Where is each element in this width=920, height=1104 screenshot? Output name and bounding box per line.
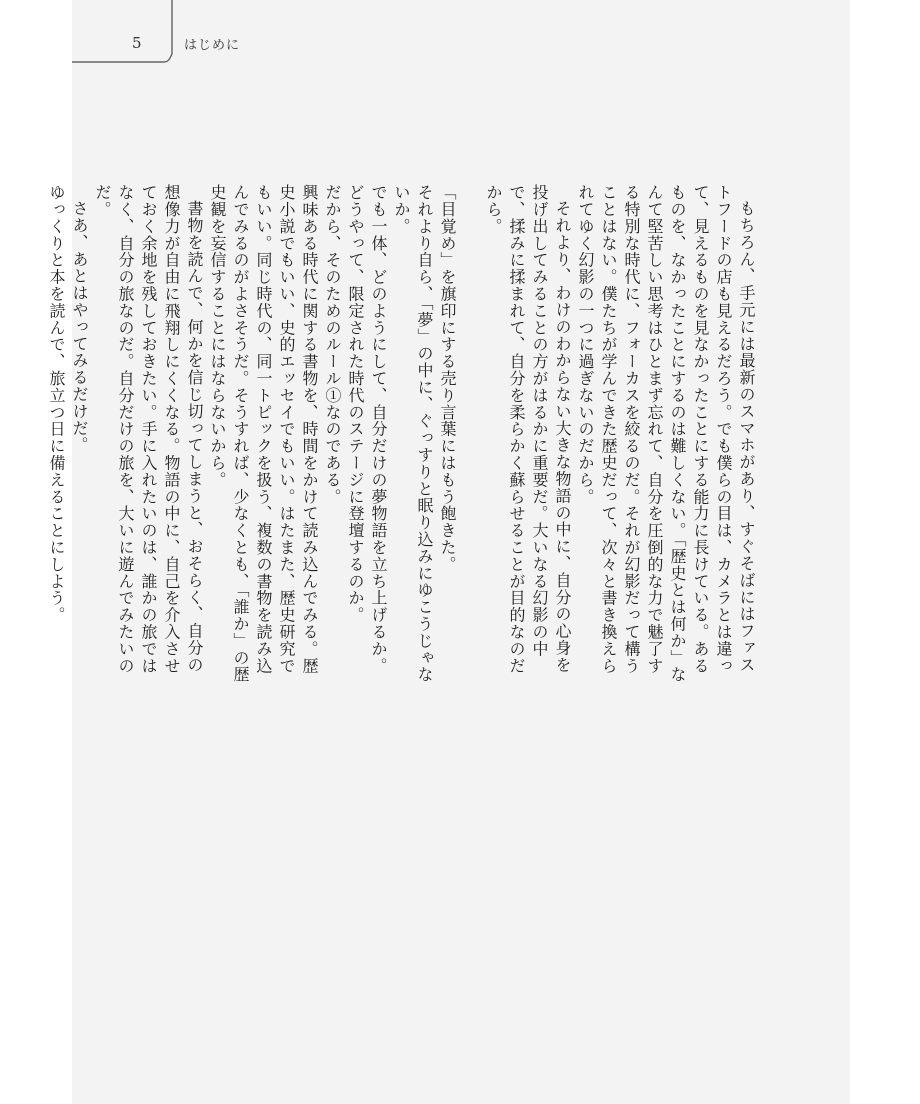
paragraph: 書物を読んで、何かを信じ切ってしまうと、おそらく、自分の想像力が自由に飛翔しにくくなる。物語の中に、自己を介入させておく余地を残しておきたい。手に入れたいのは、誰かの旅ではなく、自分の旅なのだ。自分だけの旅を、大いに遊んでみたいのだ。 (93, 184, 204, 675)
paragraph: 興味ある時代に関する書物を、時間をかけて読み込んでみる。歴史小説でもいい、史的エッセイでもいい。はたまた、歴史研究でもいい。同じ時代の、同一トピックを扱う、複数の書物を読み込んでみるのがよさそうだ。そうすれば、少なくとも、「誰か」の歴史観を妄信することにはならないから。 (208, 184, 319, 683)
running-head: はじめに (184, 38, 241, 53)
paragraph: 「目覚め」を旗印にする売り言葉にはもう飽きた。 (438, 184, 457, 573)
paragraph: それより自ら、「夢」の中に、ぐっすりと眠り込みにゆこうじゃないか。 (392, 184, 434, 683)
paragraph: でも一体、どのようにして、自分だけの夢物語を立ち上げるか。 (369, 184, 388, 675)
body-text (45, 184, 758, 684)
paragraph: もちろん、手元には最新のスマホがあり、すぐそばにはファストフードの店も見えるだろう。でも僕らの目は、カメラとは違って、見えるものを見なかったことにする能力に長けている。あるものを、なかったことにするのは難しくない。「歴史とは何か」なんて堅苦しい思考はひとまず忘れて、自分を圧倒的な力で魅了する特別な時代に、フォーカスを絞るのだ。それが幻影だって構うことはない。僕たちが学んできた歴史だって、次々と書き換えられてゆく幻影の一つに過ぎないのだから。 (576, 184, 756, 683)
paragraph: ゆっくりと本を読んで、旅立つ日に備えることにしよう。 (47, 184, 66, 624)
page-number: 5 (132, 34, 143, 52)
paragraph: それより、わけのわからない大きな物語の中に、自分の心身を投げ出してみることの方がはるかに重要だ。大いなる幻影の中で、揉みに揉まれて、自分を柔らかく蘇らせることが目的なのだから。 (484, 184, 572, 675)
paragraph: だから、そのためのルール①なのである。 (323, 184, 342, 506)
paragraph: さあ、あとはやってみるだけだ。 (70, 200, 89, 454)
book-page (47, 0, 850, 1104)
paragraph: どうやって、限定された時代のステージに登壇するのか。 (346, 184, 365, 624)
